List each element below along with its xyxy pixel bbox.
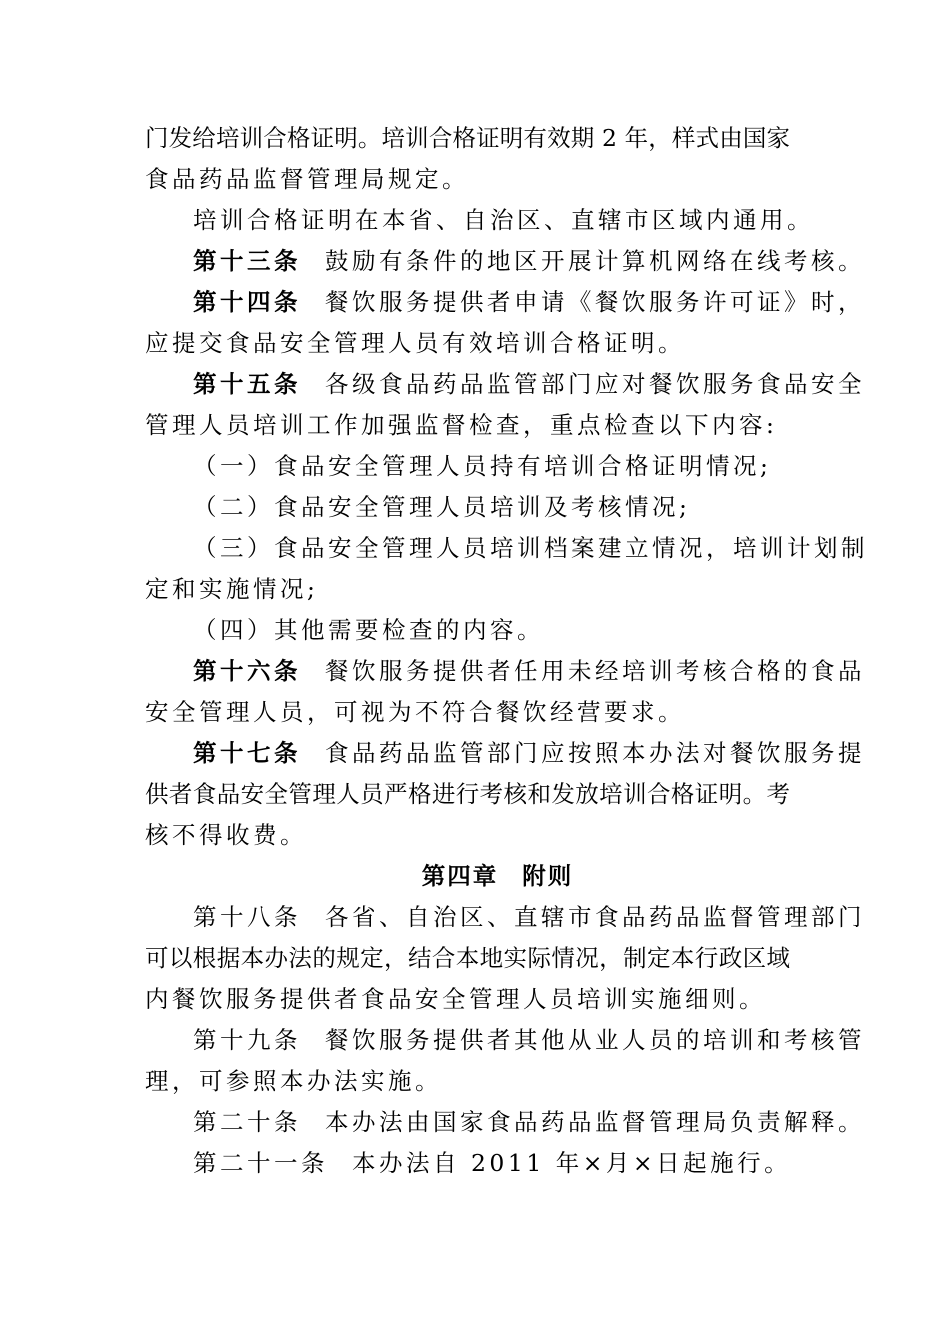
article-text: 餐饮服务提供者其他从业人员的培训和考核管 [325,1026,865,1054]
list-item: （四）其他需要检查的内容。 [193,616,544,644]
article-text: 食品药品监管部门应按照本办法对餐饮服务提 [325,739,865,767]
article-title: 第十四条 [193,288,301,316]
chapter-name: 附则 [522,862,574,890]
article-17 [145,733,865,774]
paragraph-line: 门发给培训合格证明。培训合格证明有效期 2 年，样式由国家 [145,124,790,152]
chapter-number: 第四章 [421,862,499,890]
article-19 [145,1020,865,1061]
paragraph-line: 核不得收费。 [145,821,307,849]
article-text: 各级食品药品监管部门应对餐饮服务食品安全 [325,370,865,398]
article-title: 第十六条 [193,657,301,685]
list-item: （二）食品安全管理人员培训及考核情况; [193,493,691,521]
paragraph-line: 供者食品安全管理人员严格进行考核和发放培训合格证明。考 [145,780,790,808]
paragraph-line: 食品药品监督管理局规定。 [145,165,469,193]
paragraph-line: 应提交食品安全管理人员有效培训合格证明。 [145,329,685,357]
article-text: 餐饮服务提供者申请《餐饮服务许可证》时， [325,288,865,316]
paragraph-line: 安全管理人员，可视为不符合餐饮经营要求。 [145,698,685,726]
article-title: 第二十条 [193,1108,301,1136]
article-15 [145,364,865,405]
chapter-heading [145,856,790,897]
article-21 [145,1143,790,1184]
paragraph-line: 理，可参照本办法实施。 [145,1067,442,1095]
article-title: 第十七条 [193,739,301,767]
article-18 [145,897,865,938]
article-title: 第十三条 [193,247,301,275]
article-20 [145,1102,865,1143]
document-page [145,118,868,1184]
list-item: （一）食品安全管理人员持有培训合格证明情况; [193,452,772,480]
article-text: 鼓励有条件的地区开展计算机网络在线考核。 [325,247,865,275]
paragraph-line: 管理人员培训工作加强监督检查，重点检查以下内容: [145,411,778,439]
article-13 [145,241,865,282]
paragraph-line: 内餐饮服务提供者食品安全管理人员培训实施细则。 [145,985,766,1013]
article-14 [145,282,865,323]
article-text: 餐饮服务提供者任用未经培训考核合格的食品 [325,657,865,685]
paragraph-line: 定和实施情况; [145,575,319,603]
article-title: 第十九条 [193,1026,301,1054]
article-16 [145,651,865,692]
article-title: 第十八条 [193,903,301,931]
article-title: 第十五条 [193,370,301,398]
paragraph-line: 培训合格证明在本省、自治区、直辖市区域内通用。 [193,206,814,234]
article-text: 本办法由国家食品药品监督管理局负责解释。 [325,1108,865,1136]
article-title: 第二十一条 [193,1149,328,1177]
list-item: （三）食品安全管理人员培训档案建立情况，培训计划制 [193,534,868,562]
article-text: 各省、自治区、直辖市食品药品监督管理部门 [325,903,865,931]
paragraph-line: 可以根据本办法的规定，结合本地实际情况，制定本行政区域 [145,944,790,972]
article-text: 本办法自 2011 年×月×日起施行。 [352,1149,792,1177]
